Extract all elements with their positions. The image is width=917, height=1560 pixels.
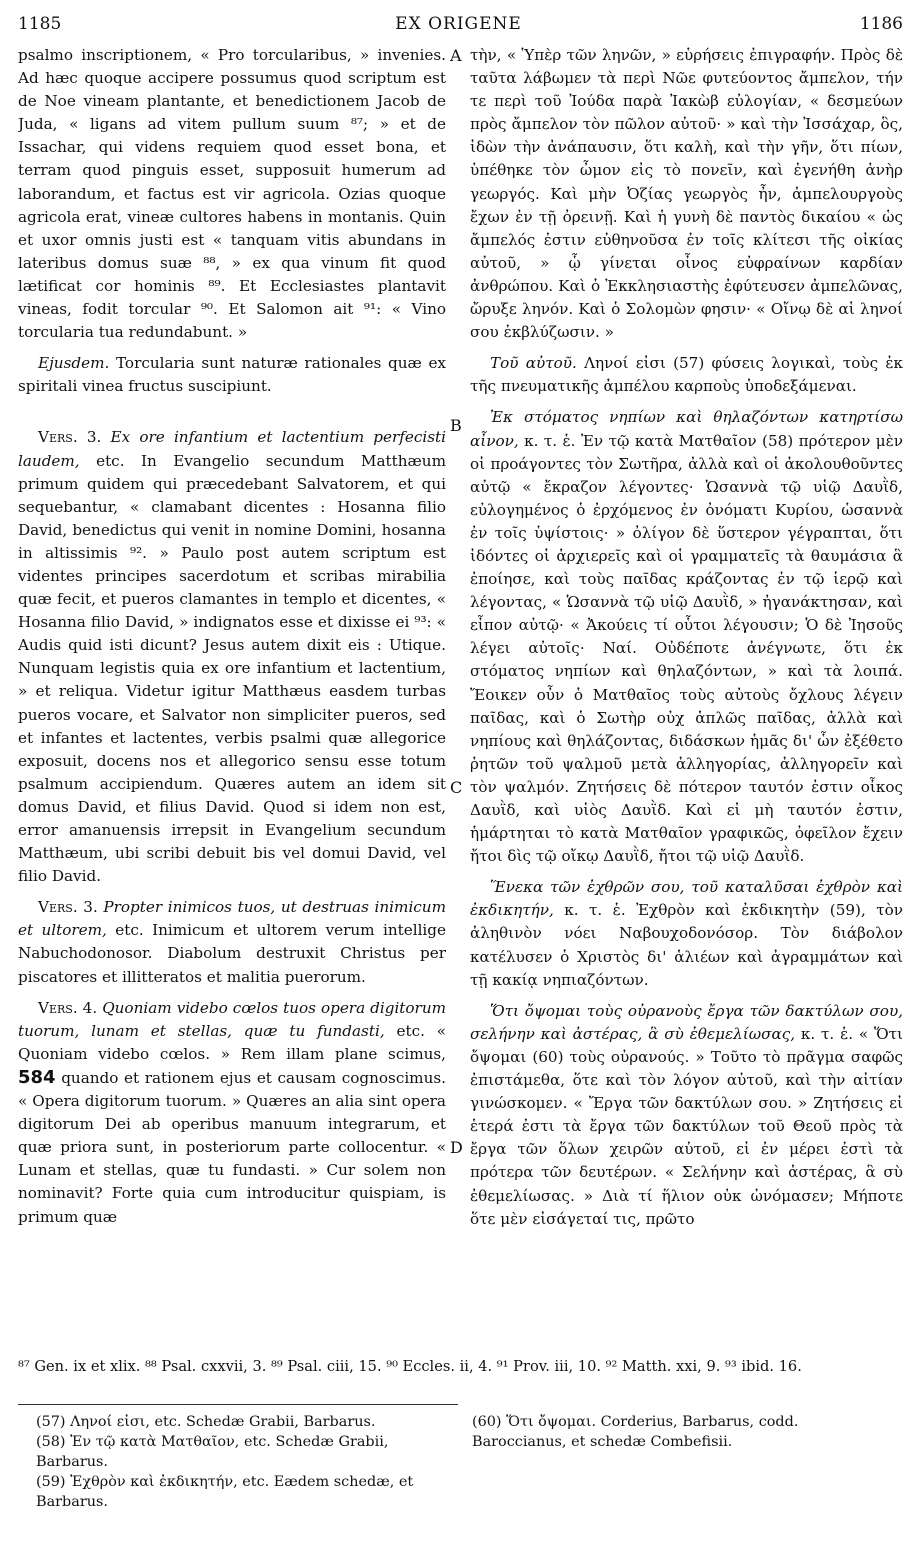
page-number-left: 1185 [18,14,62,34]
latin-paragraph-5 [18,997,446,1229]
variant-notes-right [472,1412,892,1452]
verse-label: Vers. 3. [38,428,102,447]
scripture-footnotes: ⁸⁷ Gen. ix et xlix. ⁸⁸ Psal. cxxvii, 3. ⁸⁹ Psal. ciii, 15. ⁹⁰ Eccles. ii, 4. ⁹¹ Prov. iii, 10. ⁹² Matth. xxi, 9. ⁹³ ibid. 16. [18,1358,802,1375]
latin-text: etc. « Quoniam videbo cœlos. » Rem illam plane scimus, [18,1021,446,1063]
greek-lead: Τοῦ αὐτοῦ. [490,354,577,373]
variant-notes-left [36,1412,456,1512]
greek-text: Ληνοί εἰσι (57) φύσεις λογικαὶ, τοὺς ἐκ τῆς πνευματικῆς ἀμπέλου καρποὺς ὑποδεξάμεναι. [470,354,903,396]
page-number-right: 1186 [859,14,903,34]
greek-lemma: Ἐκ στόματος νηπίων καὶ θηλαζόντων κατηρτίσω αἶνον, [470,408,903,450]
latin-paragraph-4 [18,896,446,988]
verse-label: Vers. 3. [38,898,98,917]
greek-paragraph-1: τὴν, « Ὑπὲρ τῶν ληνῶν, » εὑρήσεις ἐπιγραφήν. Πρὸς δὲ ταῦτα λάβωμεν τὰ περὶ Νῶε φυτεύοντος ἄμπελον, τήν τε περὶ τοῦ Ἰούδα παρὰ Ἰακὼβ εὐλογίαν, « δεσμεύων πρὸς ἄμπελον τὸν πῶλον αὐτοῦ· » καὶ τὴν Ἰσσάχαρ, ὃς, ἰδὼν τὴν ἀνάπαυσιν, ὅτι καλὴ, καὶ τὴν γῆν, ὅτι πίων, ὑπέθηκε τὸν ὦμον εἰς τὸ πονεῖν, καὶ ἐγενήθη ἀνὴρ γεωργός. Καὶ μὴν Ὀζίας γεωργὸς ἦν, ἀμπελουργοὺς ἔχων ἐν τῇ ὀρεινῇ. Καὶ ἡ γυνὴ δὲ παντὸς δικαίου « ὡς ἄμπελός ἐστιν εὐθηνοῦσα ἐν τοῖς κλίτεσι τῆς οἰκίας αὐτοῦ, » ᾧ γίνεται οἶνος εὐφραίνων καρδίαν ἀνθρώπου. Καὶ ὁ Ἐκκλησιαστὴς ἐφύτευσεν ἀμπελῶνας, ὤρυξε ληνόν. Καὶ ὁ Σολομὼν φησιν· « Οἴνῳ δὲ αἱ ληνοί σου ἐκβλύζωσιν. » [470,46,903,342]
greek-paragraph-2 [470,352,903,398]
latin-paragraph-3 [18,426,446,888]
verse-label: Vers. 4. [38,998,98,1017]
margin-marker-a: A [450,46,462,65]
section-gap [18,406,446,426]
greek-paragraph-3 [470,406,903,868]
edition-page-number: 584 [18,1066,56,1088]
margin-marker-b: B [450,416,462,435]
greek-text: κ. τ. ἑ. Ἐν τῷ κατὰ Ματθαῖον (58) πρότερον μὲν οἱ προάγοντες τὸν Σωτῆρα, ἀλλὰ καὶ οἱ ἀκολουθοῦντες αὐτῷ « ἔκραζον λέγοντες· Ὡσαννὰ τῷ υἱῷ Δαυῒδ, εὐλογημένος ὁ ἐρχόμενος ἐν ὀνόματι Κυρίου, ὡσαννὰ ἐν τοῖς ὑψίστοις· » ὀλίγον δὲ ὕστερον γέγραπται, ὅτι ἰδόντες οἱ ἀρχιερεῖς καὶ οἱ γραμματεῖς τὰ θαυμάσια ἃ ἐποίησε, καὶ τοὺς παῖδας κράζοντας ἐν τῷ ἱερῷ καὶ λέγοντας, « Ὡσαννὰ τῷ υἱῷ Δαυῒδ, » ἠγανάκτησαν, καὶ εἶπον αὐτῷ· « Ἀκούεις τί οὗτοι λέγουσιν; Ὁ δὲ Ἰησοῦς λέγει αὐτοῖς· Ναί. Οὐδέποτε ἀνέγνωτε, ὅτι ἐκ στόματος νηπίων καὶ θηλαζόντων, » καὶ τὰ λοιπά. Ἔοικεν οὖν ὁ Ματθαῖος τοὺς αὐτοὺς ὄχλους λέγειν παῖδας, καὶ ὁ Σωτὴρ οὐχ ἁπλῶς παῖδας, ἀλλὰ καὶ νηπίους καὶ θηλάζοντας, διδάσκων ἡμᾶς δι' ὧν ἐξέθετο ῥητῶν τοῦ ψαλμοῦ μετὰ ἀλληγορίας, ἀλληγορεῖν καὶ τὸν ψαλμόν. Ζητήσεις δὲ πότερον ταυτόν ἐστιν οἶκος Δαυῒδ, καὶ υἱὸς Δαυῒδ. Καὶ εἰ μὴ ταυτόν ἐστιν, ἡμάρτηται τὸ κατὰ Ματθαῖον γραφικῶς, ὀφεῖλον ἔχειν ἤτοι δὶς τῷ οἴκῳ Δαυῒδ, ἤτοι τῷ υἱῷ Δαυῒδ. [470,431,903,866]
greek-lemma: Ἕνεκα τῶν ἐχθρῶν σου, τοῦ καταλῦσαι ἐχθρὸν καὶ ἐκδικητήν, [470,878,903,920]
latin-text: etc. Inimicum et ultorem verum intellige Nabuchodonosor. Diabolum destruxit Christus per piscatores et illitteratos et malitia puerorum. [18,921,446,986]
margin-marker-d: D [450,1138,463,1157]
greek-column [470,44,903,1344]
greek-paragraph-5 [470,1000,903,1231]
margin-marker-c: C [450,778,463,797]
running-header [0,14,917,40]
variant-note-59: (59) Ἐχθρὸν καὶ ἐκδικητήν, etc. Eædem schedæ, et Barbarus. [36,1474,414,1510]
latin-paragraph-2 [18,352,446,398]
latin-text: etc. In Evangelio secundum Matthæum primum quidem qui præcedebant Salvatorem, et qui sequebantur, « clamabant dicentes : Hosanna filio David, benedictus qui venit in nomine Domini, hosanna in altissimis ⁹². » Paulo post autem scriptum est videntes principes sacerdotum et scribas mirabilia quæ fecit, et pueros clamantes in templo et dicentes, « Hosanna filio David, » indignatos esse et dixisse ei ⁹³: « Audis quid isti dicunt? Jesus autem dixit eis : Utique. Nunquam legistis quia ex ore infantium et lactentium, » et reliqua. Videtur igitur Matthæus easdem turbas pueros vocare, et Salvator non simpliciter pueros, sed et infantes et lactentes, verbis psalmi quæ allegorice exposuit, docens nos et allegorico sensu esse totum psalmum accipiendum. Quæres autem an idem sit domus David, et filius David. Quod si idem non est, error amanuensis irrepsit in Evangelium secundum Matthæum, ubi scribi debuit bis vel domui David, vel filio David. [18,451,446,886]
latin-paragraph-1: psalmo inscriptionem, « Pro torcularibus, » invenies. Ad hæc quoque accipere possumus quod scriptum est de Noe vineam plantante, et benedictionem Jacob de Juda, « ligans ad vitem pullum suum ⁸⁷; » et de Issachar, qui videns requiem quod esset bona, et terram quod pinguis esset, supposuit humerum ad laborandum, et factus est vir agricola. Ozias quoque agricola erat, vineæ cultores habens in montanis. Quin et uxor omnis justi est « tanquam vitis abundans in lateribus domus suæ ⁸⁸, » ex qua vinum fit quod lætificat cor hominis ⁸⁹. Et Ecclesiastes plantavit vineas, fodit torcular ⁹⁰. Et Salomon ait ⁹¹: « Vino torcularia tua redundabunt. » [18,46,446,342]
latin-column [18,44,446,1344]
variant-note-60: (60) Ὅτι ὄψομαι. Corderius, Barbarus, codd. Baroccianus, et schedæ Combefisii. [472,1414,799,1450]
running-title: EX ORIGENE [395,14,522,34]
variant-note-57: (57) Ληνοί εἰσι, etc. Schedæ Grabii, Barbarus. [36,1414,376,1430]
latin-text: Torcularia sunt naturæ rationales quæ ex spiritali vinea fructus suscipiunt. [18,354,446,396]
greek-lemma: Ὅτι ὄψομαι τοὺς οὐρανοὺς ἔργα τῶν δακτύλων σου, σελήνην καὶ ἀστέρας, ἃ σὺ ἐθεμελίωσας, [470,1001,903,1043]
greek-text: κ. τ. ἑ. Ἐχθρὸν καὶ ἐκδικητὴν (59), τὸν ἀληθινὸν νόει Ναβουχοδονόσορ. Τὸν διάβολον κατέλυσεν ὁ Χριστὸς δι' ἁλιέων καὶ ἀγραμμάτων καὶ τῇ κακίᾳ νηπιαζόντων. [470,901,903,989]
greek-paragraph-4 [470,876,903,991]
footnote-divider [18,1404,458,1405]
latin-text: quando et rationem ejus et causam cognoscimus. « Opera digitorum tuorum. » Quæres an alia sint opera digitorum Dei ab operibus manuum integrarum, et quæ priora sunt, in posteriorum parte collocentur. « Lunam et stellas, quæ tu fundasti. » Cur solem non nominavit? Forte quia cum introducitur quispiam, is primum quæ [18,1068,446,1226]
latin-lemma: Quoniam videbo cœlos tuos opera digitorum tuorum, lunam et stellas, quæ tu fundasti, [18,998,446,1040]
latin-lead: Ejusdem. [38,354,110,373]
variant-note-58: (58) Ἐν τῷ κατὰ Ματθαῖον, etc. Schedæ Grabii, Barbarus. [36,1434,389,1470]
latin-lemma: Ex ore infantium et lactentium perfecisti laudem, [18,428,446,470]
greek-text: κ. τ. ἑ. « Ὅτι ὄψομαι (60) τοὺς οὐρανούς. » Τοῦτο τὸ πρᾶγμα σαφῶς ἐπιστάμεθα, ὅτε καὶ τὸν λόγον αὐτοῦ, καὶ τὴν αἰτίαν γινώσκομεν. « Ἔργα τῶν δακτύλων σου. » Ζητήσεις εἰ ἑτερά ἐστι τὰ ἔργα τῶν δακτύλων τοῦ Θεοῦ πρὸς τὰ ἔργα τῶν ὅλων χειρῶν αὐτοῦ, εἰ ἐν μέρει ἐστὶ τὰ πρότερα τῶν δευτέρων. « Σελήνην καὶ ἀστέρας, ἃ σὺ ἐθεμελίωσας. » Διὰ τί ἥλιον οὐκ ὠνόμασεν; Μήποτε ὅτε μὲν εἰσάγεταί τις, πρῶτο [470,1024,903,1228]
latin-lemma: Propter inimicos tuos, ut destruas inimicum et ultorem, [18,898,446,940]
